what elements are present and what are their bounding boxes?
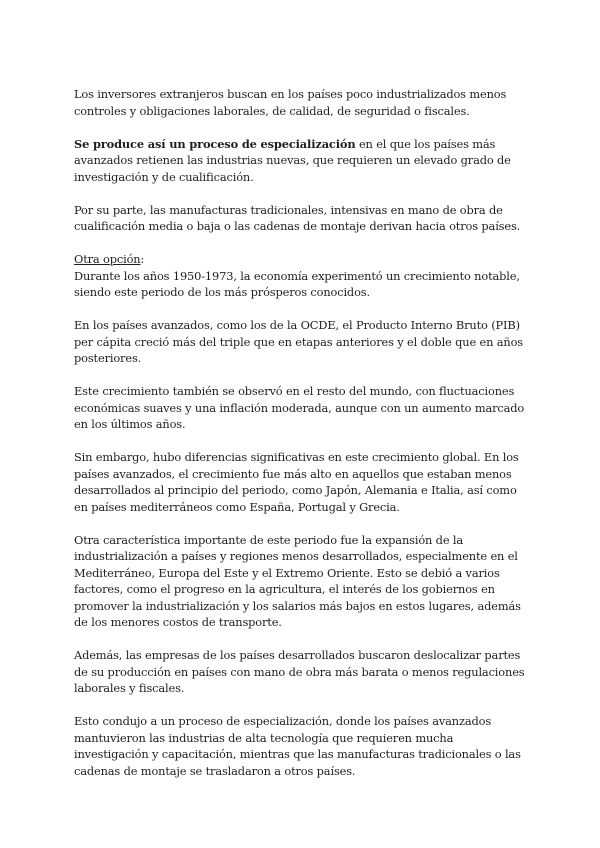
paragraph-world-growth: Este crecimiento también se observó en el resto del mundo, con fluctuaciones económicas suaves y una inflación moderada, aunque con un aumento marcado en los últimos años. <box>74 384 525 431</box>
paragraph-differences: Sin embargo, hubo diferencias significativas en este crecimiento global. En los países avanzados, el crecimiento fue más alto en aquellos que estaban menos desarrollados al principio del periodo, como Japón, Alemania e Italia, así como en países mediterráneos como España, Portugal y Grecia. <box>74 450 519 514</box>
paragraph-specialization <box>74 136 530 186</box>
paragraph-traditional-manufacturing: Por su parte, las manufacturas tradicionales, intensivas en mano de obra de cualificación media o baja o las cadenas de montaje derivan hacia otros países. <box>74 202 521 233</box>
paragraph-delocalization: Además, las empresas de los países desarrollados buscaron deslocalizar partes de su producción en países con mano de obra más barata o menos regulaciones laborales y fiscales. <box>74 648 525 695</box>
paragraph-industrialization-expansion: Otra característica importante de este periodo fue la expansión de la industrialización a países y regiones menos desarrollados, especialmente en el Mediterráneo, Europa del Este y el Extremo Oriente. Esto se debió a varios factores, como el progreso en la agricultura, el interés de los gobiernos en promover la industrialización y los salarios más bajos en estos lugares, además de los menores costos de transporte. <box>74 532 521 629</box>
paragraph-growth-years: Durante los años 1950-1973, la economía experimentó un crecimiento notable, siendo este periodo de los más prósperos conocidos. <box>74 268 520 299</box>
option-heading <box>74 251 530 268</box>
document-page <box>74 86 530 796</box>
specialization-emphasis: Se produce así un proceso de especialización <box>74 136 356 151</box>
paragraph-specialization-result: Esto condujo a un proceso de especialización, donde los países avanzados mantuvieron las industrias de alta tecnología que requieren mucha investigación y capacitación, mientras que las manufacturas tradicionales o las cadenas de montaje se trasladaron a otros países. <box>74 714 521 778</box>
paragraph-ocde-gdp: En los países avanzados, como los de la OCDE, el Producto Interno Bruto (PIB) per cápita creció más del triple que en etapas anteriores y el doble que en años posteriores. <box>74 318 523 365</box>
specialization-rest: en el que los países más avanzados retienen las industrias nuevas, que requieren un elevado grado de investigación y de cualificación. <box>74 136 511 184</box>
paragraph-foreign-investors: Los inversores extranjeros buscan en los países poco industrializados menos controles y obligaciones laborales, de calidad, de seguridad o fiscales. <box>74 87 507 118</box>
option-label: Otra opción <box>74 252 141 266</box>
option-colon: : <box>140 252 145 266</box>
